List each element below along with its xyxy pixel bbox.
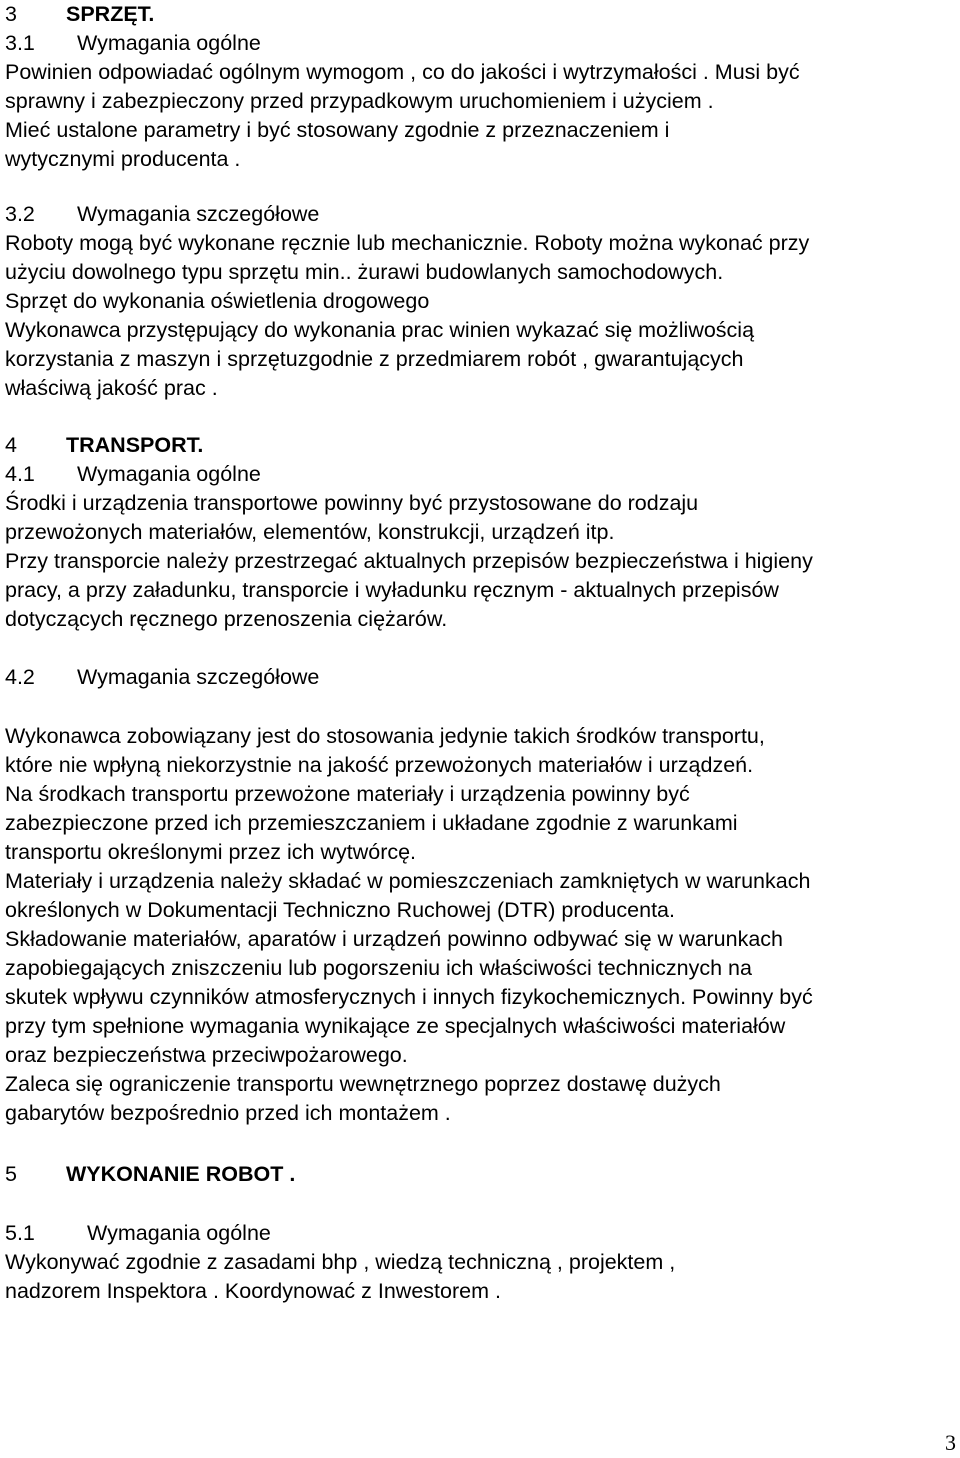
heading-title: Wymagania szczegółowe	[77, 665, 320, 689]
heading-number: 5	[5, 1162, 17, 1186]
heading-title: TRANSPORT.	[66, 433, 204, 457]
text-line: Zaleca się ograniczenie transportu wewnętrznego poprzez dostawę dużych	[5, 1072, 721, 1096]
text-line: przewożonych materiałów, elementów, konstrukcji, urządzeń itp.	[5, 520, 615, 544]
heading-title: SPRZĘT.	[66, 2, 155, 26]
text-line: zapobiegających zniszczeniu lub pogorszeniu ich właściwości technicznych na	[5, 956, 752, 980]
text-line: transportu określonymi przez ich wytwórcę.	[5, 840, 417, 864]
heading-number: 3.1	[5, 31, 35, 55]
text-line: Przy transporcie należy przestrzegać aktualnych przepisów bezpieczeństwa i higieny	[5, 549, 813, 573]
text-line: Wykonawca zobowiązany jest do stosowania jedynie takich środków transportu,	[5, 724, 765, 748]
heading-title: Wymagania ogólne	[77, 31, 261, 55]
heading-section-4-2	[5, 663, 319, 692]
text-line: Składowanie materiałów, aparatów i urządzeń powinno odbywać się w warunkach	[5, 927, 784, 951]
text-line: nadzorem Inspektora . Koordynować z Inwestorem .	[5, 1279, 501, 1303]
text-line: właściwą jakość prac .	[5, 376, 218, 400]
heading-section-4	[5, 431, 203, 460]
heading-section-4-1	[5, 460, 261, 489]
text-line: zabezpieczone przed ich przemieszczaniem i układane zgodnie z warunkami	[5, 811, 738, 835]
text-line: określonych w Dokumentacji Techniczno Ruchowej (DTR) producenta.	[5, 898, 675, 922]
heading-title: WYKONANIE ROBOT .	[66, 1162, 296, 1186]
text-line: które nie wpłyną niekorzystnie na jakość przewożonych materiałów i urządzeń.	[5, 753, 754, 777]
heading-section-5	[5, 1160, 295, 1189]
text-line: pracy, a przy załadunku, transporcie i wyładunku ręcznym - aktualnych przepisów	[5, 578, 779, 602]
text-line: Wykonawca przystępujący do wykonania prac winien wykazać się możliwością	[5, 318, 755, 342]
text-line: przy tym spełnione wymagania wynikające ze specjalnych właściwości materiałów	[5, 1014, 786, 1038]
heading-section-3-2	[5, 200, 319, 229]
text-line: skutek wpływu czynników atmosferycznych i innych fizykochemicznych. Powinny być	[5, 985, 813, 1009]
text-line: gabarytów bezpośrednio przed ich montażem .	[5, 1101, 451, 1125]
heading-title: Wymagania ogólne	[77, 462, 261, 486]
text-line: sprawny i zabezpieczony przed przypadkowym uruchomieniem i użyciem .	[5, 89, 714, 113]
heading-section-5-1	[5, 1219, 271, 1248]
text-line: dotyczących ręcznego przenoszenia ciężarów.	[5, 607, 448, 631]
heading-title: Wymagania szczegółowe	[77, 202, 320, 226]
page-number: 3	[945, 1430, 956, 1455]
heading-number: 4.2	[5, 665, 35, 689]
text-line: oraz bezpieczeństwa przeciwpożarowego.	[5, 1043, 408, 1067]
text-line: Materiały i urządzenia należy składać w pomieszczeniach zamkniętych w warunkach	[5, 869, 811, 893]
heading-number: 3.2	[5, 202, 35, 226]
heading-section-3	[5, 0, 154, 29]
heading-number: 3	[5, 2, 17, 26]
heading-number: 4	[5, 433, 17, 457]
heading-title: Wymagania ogólne	[87, 1221, 271, 1245]
text-line: Wykonywać zgodnie z zasadami bhp , wiedzą techniczną , projektem ,	[5, 1250, 676, 1274]
text-line: Na środkach transportu przewożone materiały i urządzenia powinny być	[5, 782, 690, 806]
heading-number: 5.1	[5, 1221, 35, 1245]
heading-number: 4.1	[5, 462, 35, 486]
text-line: wytycznymi producenta .	[5, 147, 241, 171]
text-line: Mieć ustalone parametry i być stosowany zgodnie z przeznaczeniem i	[5, 118, 670, 142]
text-line: korzystania z maszyn i sprzętuzgodnie z przedmiarem robót , gwarantujących	[5, 347, 744, 371]
text-line: Sprzęt do wykonania oświetlenia drogowego	[5, 289, 430, 313]
text-line: Powinien odpowiadać ogólnym wymogom , co do jakości i wytrzymałości . Musi być	[5, 60, 800, 84]
text-line: Roboty mogą być wykonane ręcznie lub mechanicznie. Roboty można wykonać przy	[5, 231, 810, 255]
text-line: użyciu dowolnego typu sprzętu min.. żurawi budowlanych samochodowych.	[5, 260, 724, 284]
heading-section-3-1	[5, 29, 261, 58]
text-line: Środki i urządzenia transportowe powinny być przystosowane do rodzaju	[5, 491, 699, 515]
